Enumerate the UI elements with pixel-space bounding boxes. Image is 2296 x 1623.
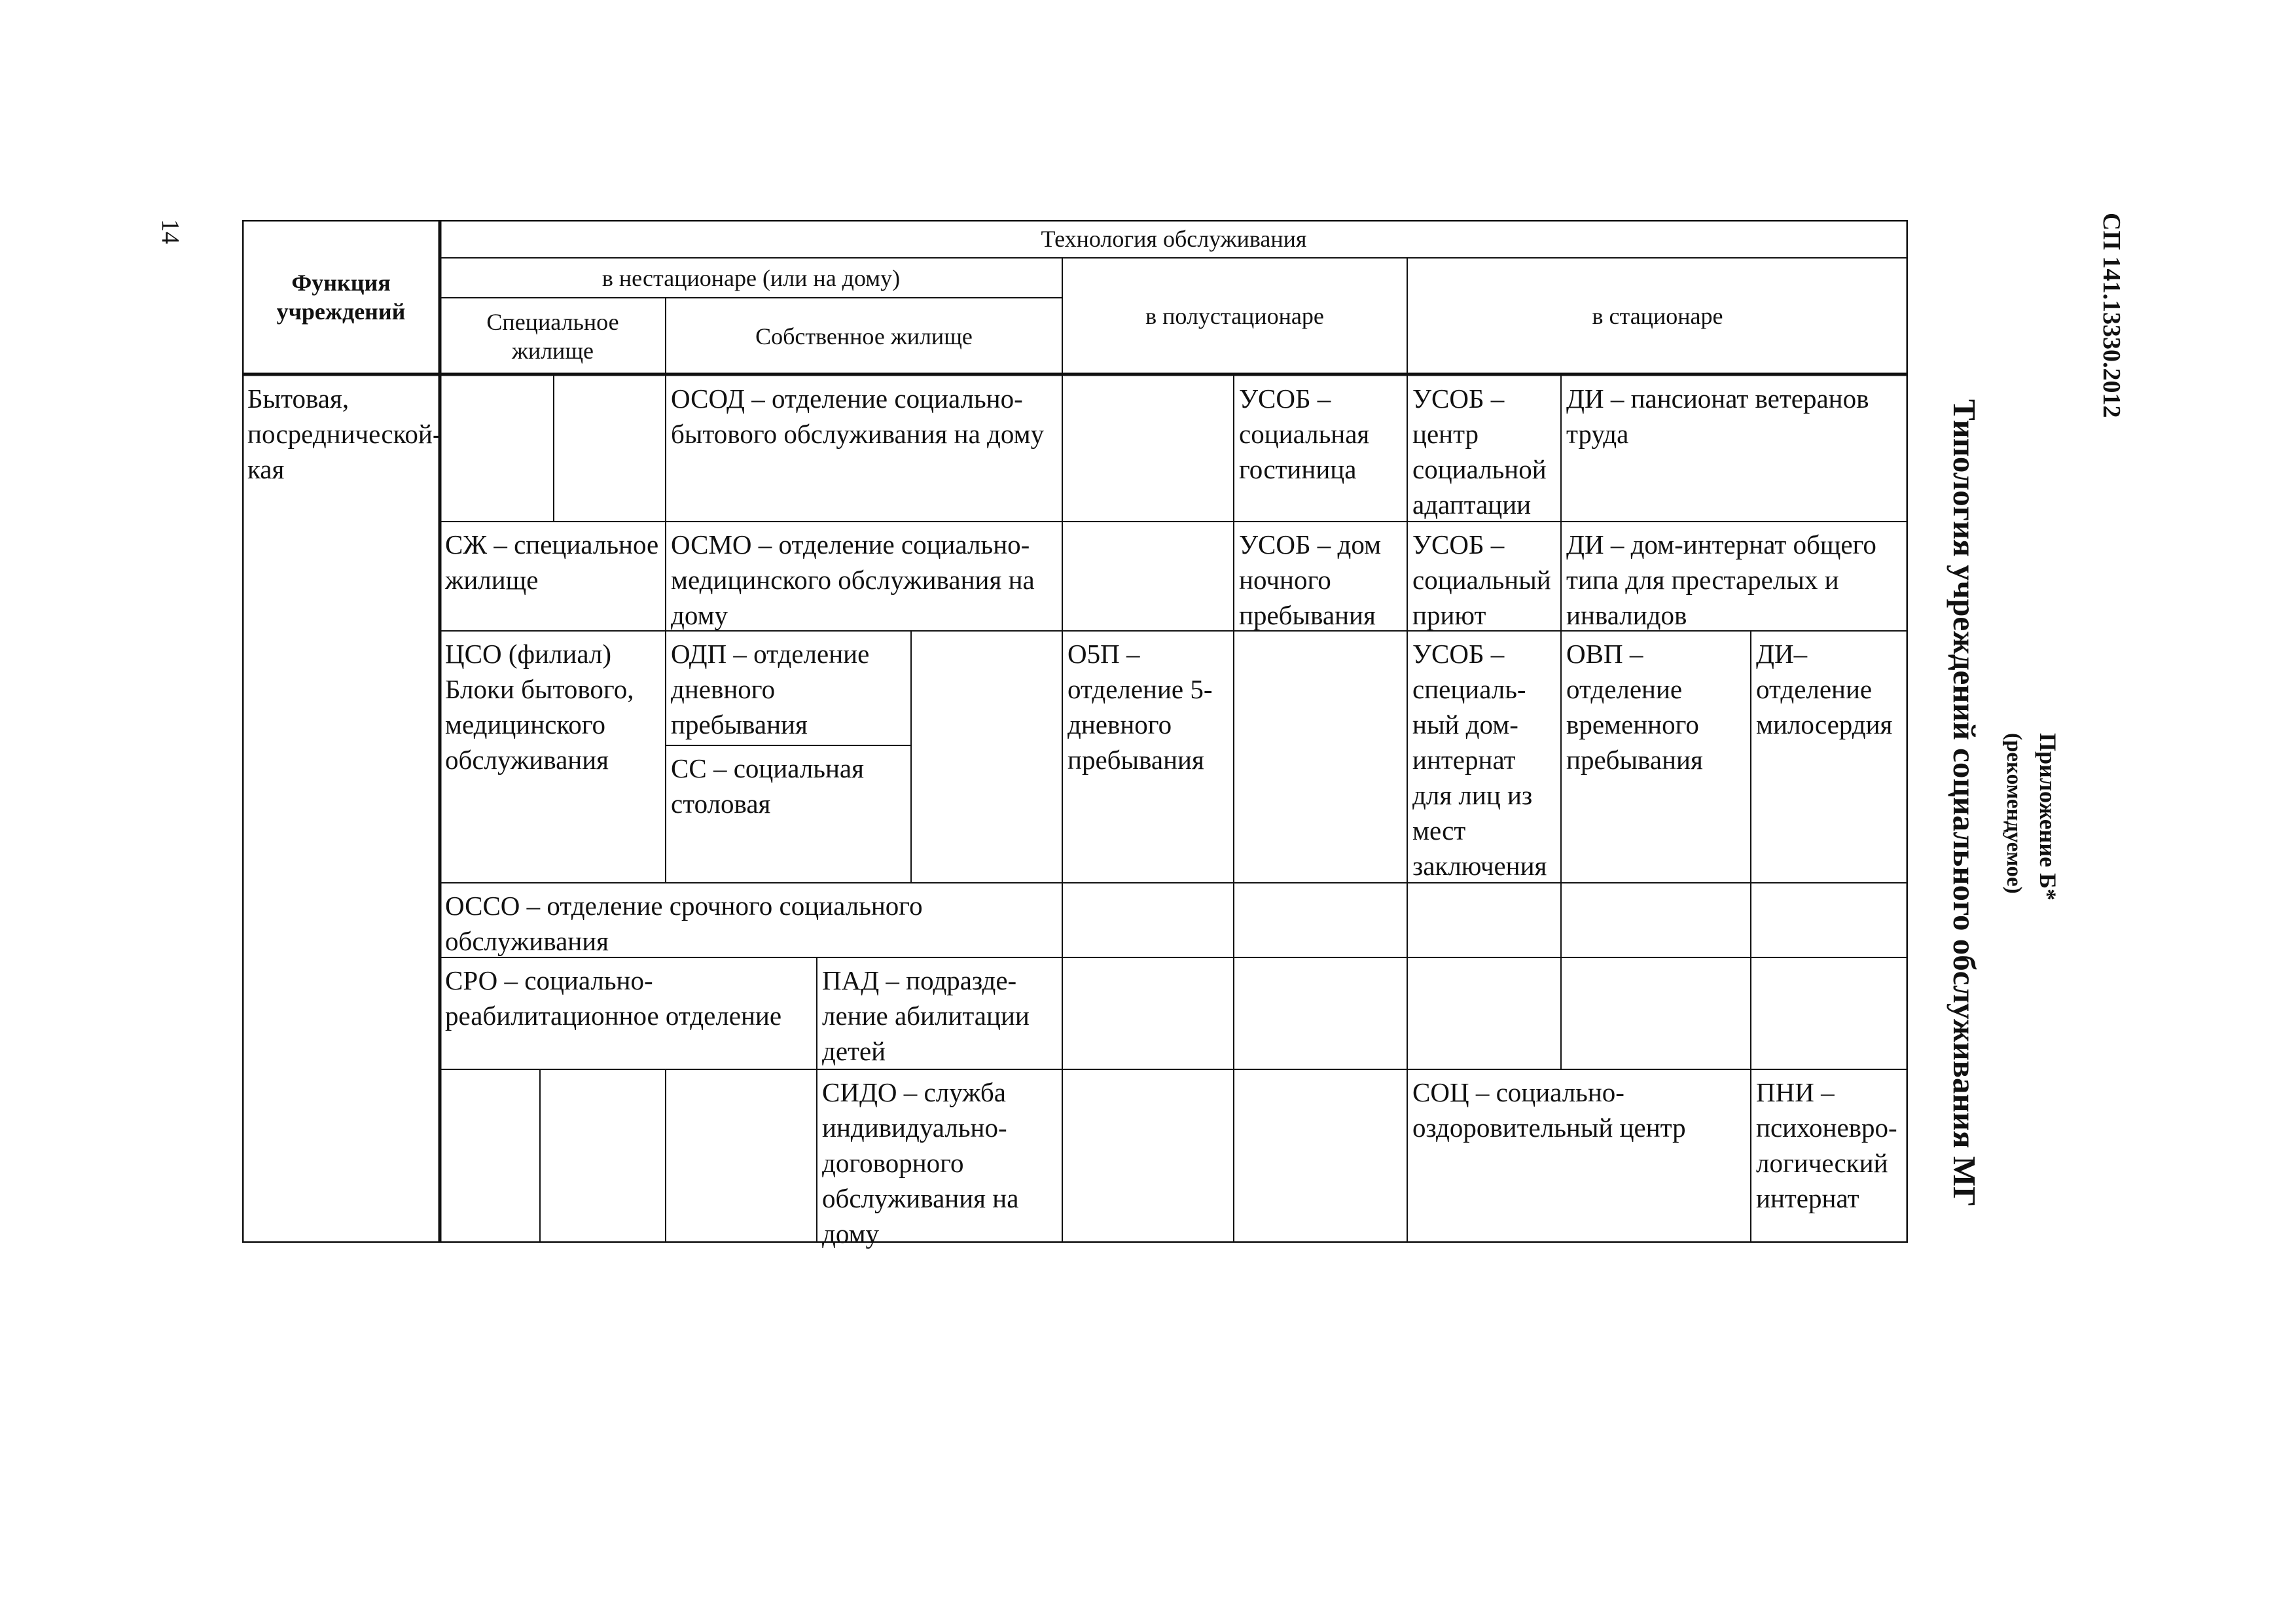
cell-usob-center: УСОБ – центр социальной адаптации	[1412, 383, 1547, 520]
typology-table	[242, 220, 1908, 1249]
header-semi-stationary: в полустационаре	[1145, 303, 1324, 329]
cell-di-pension: ДИ – пансионат ветеранов труда	[1566, 383, 1869, 449]
cell-sido: СИДО – служба индивидуально-договорного обслуживания на дому	[822, 1077, 1019, 1249]
cell-ss: СС – социальная столовая	[671, 753, 864, 819]
appendix-label: Приложение Б*	[2035, 733, 2061, 901]
cell-soc: СОЦ – социально-оздоровительный центр	[1412, 1077, 1686, 1143]
header-stationary: в стационаре	[1592, 303, 1723, 329]
header-function: Функция учреждений	[276, 270, 406, 325]
cell-o5p: О5П – отделение 5-дневного пребывания	[1067, 639, 1213, 775]
cell-pni: ПНИ – психоневро-логический интернат	[1756, 1077, 1897, 1213]
cell-szh: СЖ – специальное жилище	[445, 529, 659, 595]
cell-ovp: ОВП – отделение временного пребывания	[1566, 639, 1703, 775]
cell-usob-special: УСОБ – специаль-ный дом-интернат для лиц из мест заключения	[1412, 639, 1547, 881]
function-value: Бытовая, посреднической-кая	[247, 383, 442, 484]
header-technology: Технология обслуживания	[1041, 226, 1307, 252]
cell-cso: ЦСО (филиал) Блоки бытового, медицинского обслуживания	[445, 639, 634, 775]
cell-pad: ПАД – подразде-ление абилитации детей	[822, 965, 1030, 1066]
cell-di-mercy: ДИ– отделение милосердия	[1756, 639, 1893, 740]
cell-osso: ОССО – отделение срочного социального обслуживания	[445, 891, 923, 956]
cell-usob-night: УСОБ – дом ночного пребывания	[1239, 529, 1382, 630]
appendix-note: (рекомендуемое)	[2002, 733, 2026, 894]
header-non-stationary: в нестационаре (или на дому)	[601, 264, 901, 291]
cell-odp: ОДП – отделение дневного пребывания	[671, 639, 870, 740]
header-special-housing: Специальное жилище	[486, 308, 619, 364]
cell-usob-shelter: УСОБ – социальный приют	[1412, 529, 1551, 630]
page-title: Типология учреждений социального обслуживания МГ	[1946, 399, 1982, 1207]
cell-usob-hotel: УСОБ – социальная гостиница	[1239, 383, 1370, 484]
cell-osmo: ОСМО – отделение социально-медицинского обслуживания на дому	[671, 529, 1035, 630]
header-own-housing: Собственное жилище	[755, 323, 973, 349]
cell-di-general: ДИ – дом-интернат общего типа для престарелых и инвалидов	[1566, 529, 1876, 630]
page-number: 14	[156, 219, 184, 244]
document-code: СП 141.13330.2012	[2098, 213, 2125, 418]
cell-sro: СРО – социально-реабилитационное отделение	[445, 965, 782, 1031]
cell-osod: ОСОД – отделение социально-бытового обслуживания на дому	[671, 383, 1045, 449]
